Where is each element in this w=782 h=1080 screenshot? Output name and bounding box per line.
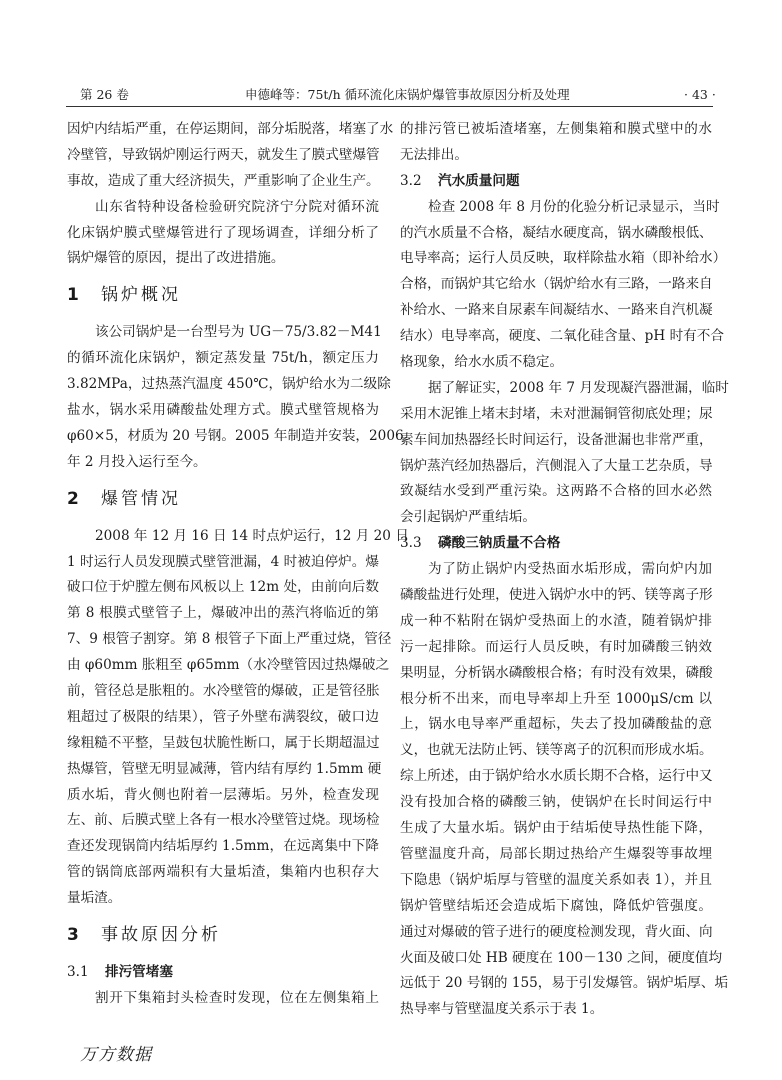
text-line: 成一种不粘附在锅炉受热面上的水渣，随着锅炉排 [400, 612, 712, 629]
text-line: 割开下集箱封头检查时发现，位在左侧集箱上 [95, 989, 379, 1006]
text-line: 管壁温度升高，局部长期过热给产生爆裂等事故埋 [400, 845, 712, 862]
text-line: 为了防止锅炉内受热面水垢形成，需向炉内加 [428, 561, 712, 578]
text-line: 通过对爆破的管子进行的硬度检测发现，背火面、向 [400, 923, 713, 940]
text-line: 因炉内结垢严重，在停运期间，部分垢脱落，堵塞了水 [67, 121, 394, 137]
text-line: 电导率高；运行人员反映，取样除盐水箱（即补给水） [400, 250, 727, 267]
paragraph [67, 986, 379, 1012]
text-line: 冷壁管，导致锅炉刚运行两天，就发生了膜式壁爆管 [67, 146, 380, 163]
heading-number: 2 [67, 488, 79, 509]
section-heading [67, 272, 379, 320]
text-line: 3.82MPa，过热蒸汽温度 450℃，锅炉给水为二级除 [67, 376, 391, 393]
text-line: 检查 2008 年 8 月份的化验分析记录显示，当时 [428, 198, 720, 215]
text-line: 盐水，锅水采用磷酸盐处理方式。膜式壁管规格为 [67, 402, 379, 419]
heading-title: 爆管情况 [101, 488, 181, 509]
text-line: 结水）电导率高，硬度、二氧化硅含量、pH 时有不合 [400, 328, 724, 345]
text-line: 热爆管，管壁无明显减薄，管内结有厚约 1.5mm 硬 [67, 760, 382, 777]
text-line: 的循环流化床锅炉，额定蒸发量 75t/h，额定压力 [67, 350, 379, 367]
text-line: 上，锅水电导率严重超标，失去了投加磷酸盐的意 [400, 716, 712, 733]
heading-title: 磷酸三钠质量不合格 [438, 535, 561, 552]
subsection-heading [400, 169, 712, 195]
heading-number: 3.1 [67, 964, 89, 981]
text-line: 7、9 根管子割穿。第 8 根管子下面上严重过烧，管径 [67, 631, 392, 648]
text-line: 由 φ60mm 胀粗至 φ65mm（水冷壁管因过热爆破之 [67, 657, 390, 674]
text-line: 年 2 月投入运行至今。 [67, 453, 207, 470]
heading-title: 锅炉概况 [101, 285, 181, 306]
text-line: 致凝结水受到严重污染。这两路不合格的回水必然 [400, 483, 712, 500]
text-line: 生成了大量水垢。锅炉由于结垢使导热性能下降， [400, 820, 712, 837]
section-heading [67, 912, 379, 960]
text-line: 热导率与管壁温度关系示于表 1。 [400, 1001, 604, 1018]
text-line: 采用木泥锥上堵末封堵，未对泄漏铜管彻底处理；尿 [400, 405, 713, 422]
text-line: 该公司锅炉是一台型号为 UG－75/3.82－M41 [95, 324, 382, 341]
text-line: 质水垢，背火侧也附着一层薄垢。另外，检查发现 [67, 786, 379, 803]
text-line: 1 时运行人员发现膜式壁管泄漏，4 时被迫停炉。爆 [67, 553, 379, 570]
text-line: 第 8 根膜式壁管子上，爆破冲出的蒸汽将临近的第 [67, 605, 379, 622]
paragraph [400, 117, 712, 169]
text-line: φ60×5，材质为 20 号钢。2005 年制造并安装，2006 [67, 427, 404, 444]
paragraph [67, 195, 379, 273]
text-line: 补给水、一路来自尿素车间凝结水、一路来自汽机凝 [400, 302, 713, 319]
text-line: 据了解证实，2008 年 7 月发现凝汽器泄漏，临时 [428, 379, 729, 396]
text-line: 锅炉管壁结垢还会造成垢下腐蚀，降低炉管强度。 [400, 897, 712, 914]
text-line: 合格，而锅炉其它给水（锅炉给水有三路，一路来自 [400, 276, 713, 293]
text-line: 查还发现锅筒内结垢厚约 1.5mm，在远离集中下降 [67, 838, 379, 855]
heading-number: 3 [67, 925, 79, 946]
text-line: 义，也就无法防止钙、镁等离子的沉积而形成水垢。 [400, 742, 713, 759]
text-line: 火面及破口处 HB 硬度在 100－130 之间，硬度值均 [400, 949, 723, 966]
paragraph [400, 557, 729, 1023]
text-line: 没有投加合格的磷酸三钠，使锅炉在长时间运行中 [400, 794, 712, 811]
paragraph [400, 195, 727, 376]
text-line: 化床锅炉膜式壁爆管进行了现场调查，详细分析了 [67, 224, 379, 241]
paragraph [67, 320, 404, 475]
heading-number: 3.2 [400, 172, 422, 189]
text-line: 破口位于炉膛左侧布风板以上 12m 处，由前向后数 [67, 579, 379, 596]
text-line: 综上所述，由于锅炉给水水质长期不合格，运行中又 [400, 768, 713, 785]
heading-number: 3.3 [400, 535, 422, 552]
text-line: 事故，造成了重大经济损失，严重影响了企业生产。 [67, 172, 380, 189]
text-line: 会引起锅炉严重结垢。 [400, 509, 536, 526]
text-line: 左、前、后膜式壁上各有一根水冷壁管过烧。现场检 [67, 812, 380, 829]
text-line: 缘粗糙不平整，呈鼓包状脆性断口，属于长期超温过 [67, 734, 380, 751]
text-line: 的排污管已被垢渣堵塞，左侧集箱和膜式壁中的水 [400, 121, 712, 137]
subsection-heading [67, 960, 379, 986]
running-title: 申德峰等：75t/h 循环流化床锅炉爆管事故原因分析及处理 [245, 87, 570, 102]
heading-title: 排污管堵塞 [105, 964, 173, 981]
paragraph [67, 524, 409, 912]
paragraph [400, 376, 729, 531]
text-line: 果明显，分析锅水磷酸根合格；有时没有效果，磷酸 [400, 664, 713, 681]
text-line: 无法排出。 [400, 146, 468, 163]
text-line: 锅炉蒸汽经加热器后，汽侧混入了大量工艺杂质，导 [400, 457, 713, 474]
journal-volume: 第 26 卷 [80, 87, 129, 102]
page-number: · 43 · [684, 87, 716, 102]
text-line: 2008 年 12 月 16 日 14 时点炉运行，12 月 20 日 [95, 527, 409, 544]
text-line: 素车间加热器经长时间运行，设备泄漏也非常严重， [400, 431, 713, 448]
watermark-logo: 万方数据 [80, 1045, 152, 1065]
header-rule [66, 106, 713, 107]
heading-title: 事故原因分析 [101, 925, 221, 946]
section-heading [67, 476, 379, 524]
heading-number: 1 [67, 285, 79, 306]
right-column [400, 117, 729, 1023]
text-line: 管的锅筒底部两端积有大量垢渣，集箱内也积存大 [67, 864, 379, 881]
text-line: 污一起排除。而运行人员反映，有时加磷酸三钠效 [400, 638, 712, 655]
text-line: 格现象，给水水质不稳定。 [400, 354, 564, 371]
left-column [67, 117, 409, 1012]
text-line: 下隐患（锅炉垢厚与管壁的温度关系如表 1），并且 [400, 871, 712, 888]
text-line: 磷酸盐进行处理，使进入锅炉水中的钙、镁等离子形 [400, 587, 713, 604]
text-line: 根分析不出来，而电导率却上升至 1000μS/cm 以 [400, 690, 712, 707]
text-line: 锅炉爆管的原因，提出了改进措施。 [67, 250, 285, 267]
text-line: 粗超过了极限的结果），管子外壁布满裂纹，破口边 [67, 708, 379, 725]
paragraph [67, 117, 394, 195]
text-line: 的汽水质量不合格，凝结水硬度高，锅水磷酸根低、 [400, 224, 713, 241]
text-line: 量垢渣。 [67, 890, 122, 907]
text-line: 山东省特种设备检验研究院济宁分院对循环流 [95, 198, 379, 215]
heading-title: 汽水质量问题 [438, 172, 520, 189]
subsection-heading [400, 531, 712, 557]
text-line: 远低于 20 号钢的 155，易于引发爆管。锅炉垢厚、垢 [400, 975, 729, 992]
text-line: 前，管径总是胀粗的。水冷壁管的爆破，正是管径胀 [67, 683, 380, 700]
